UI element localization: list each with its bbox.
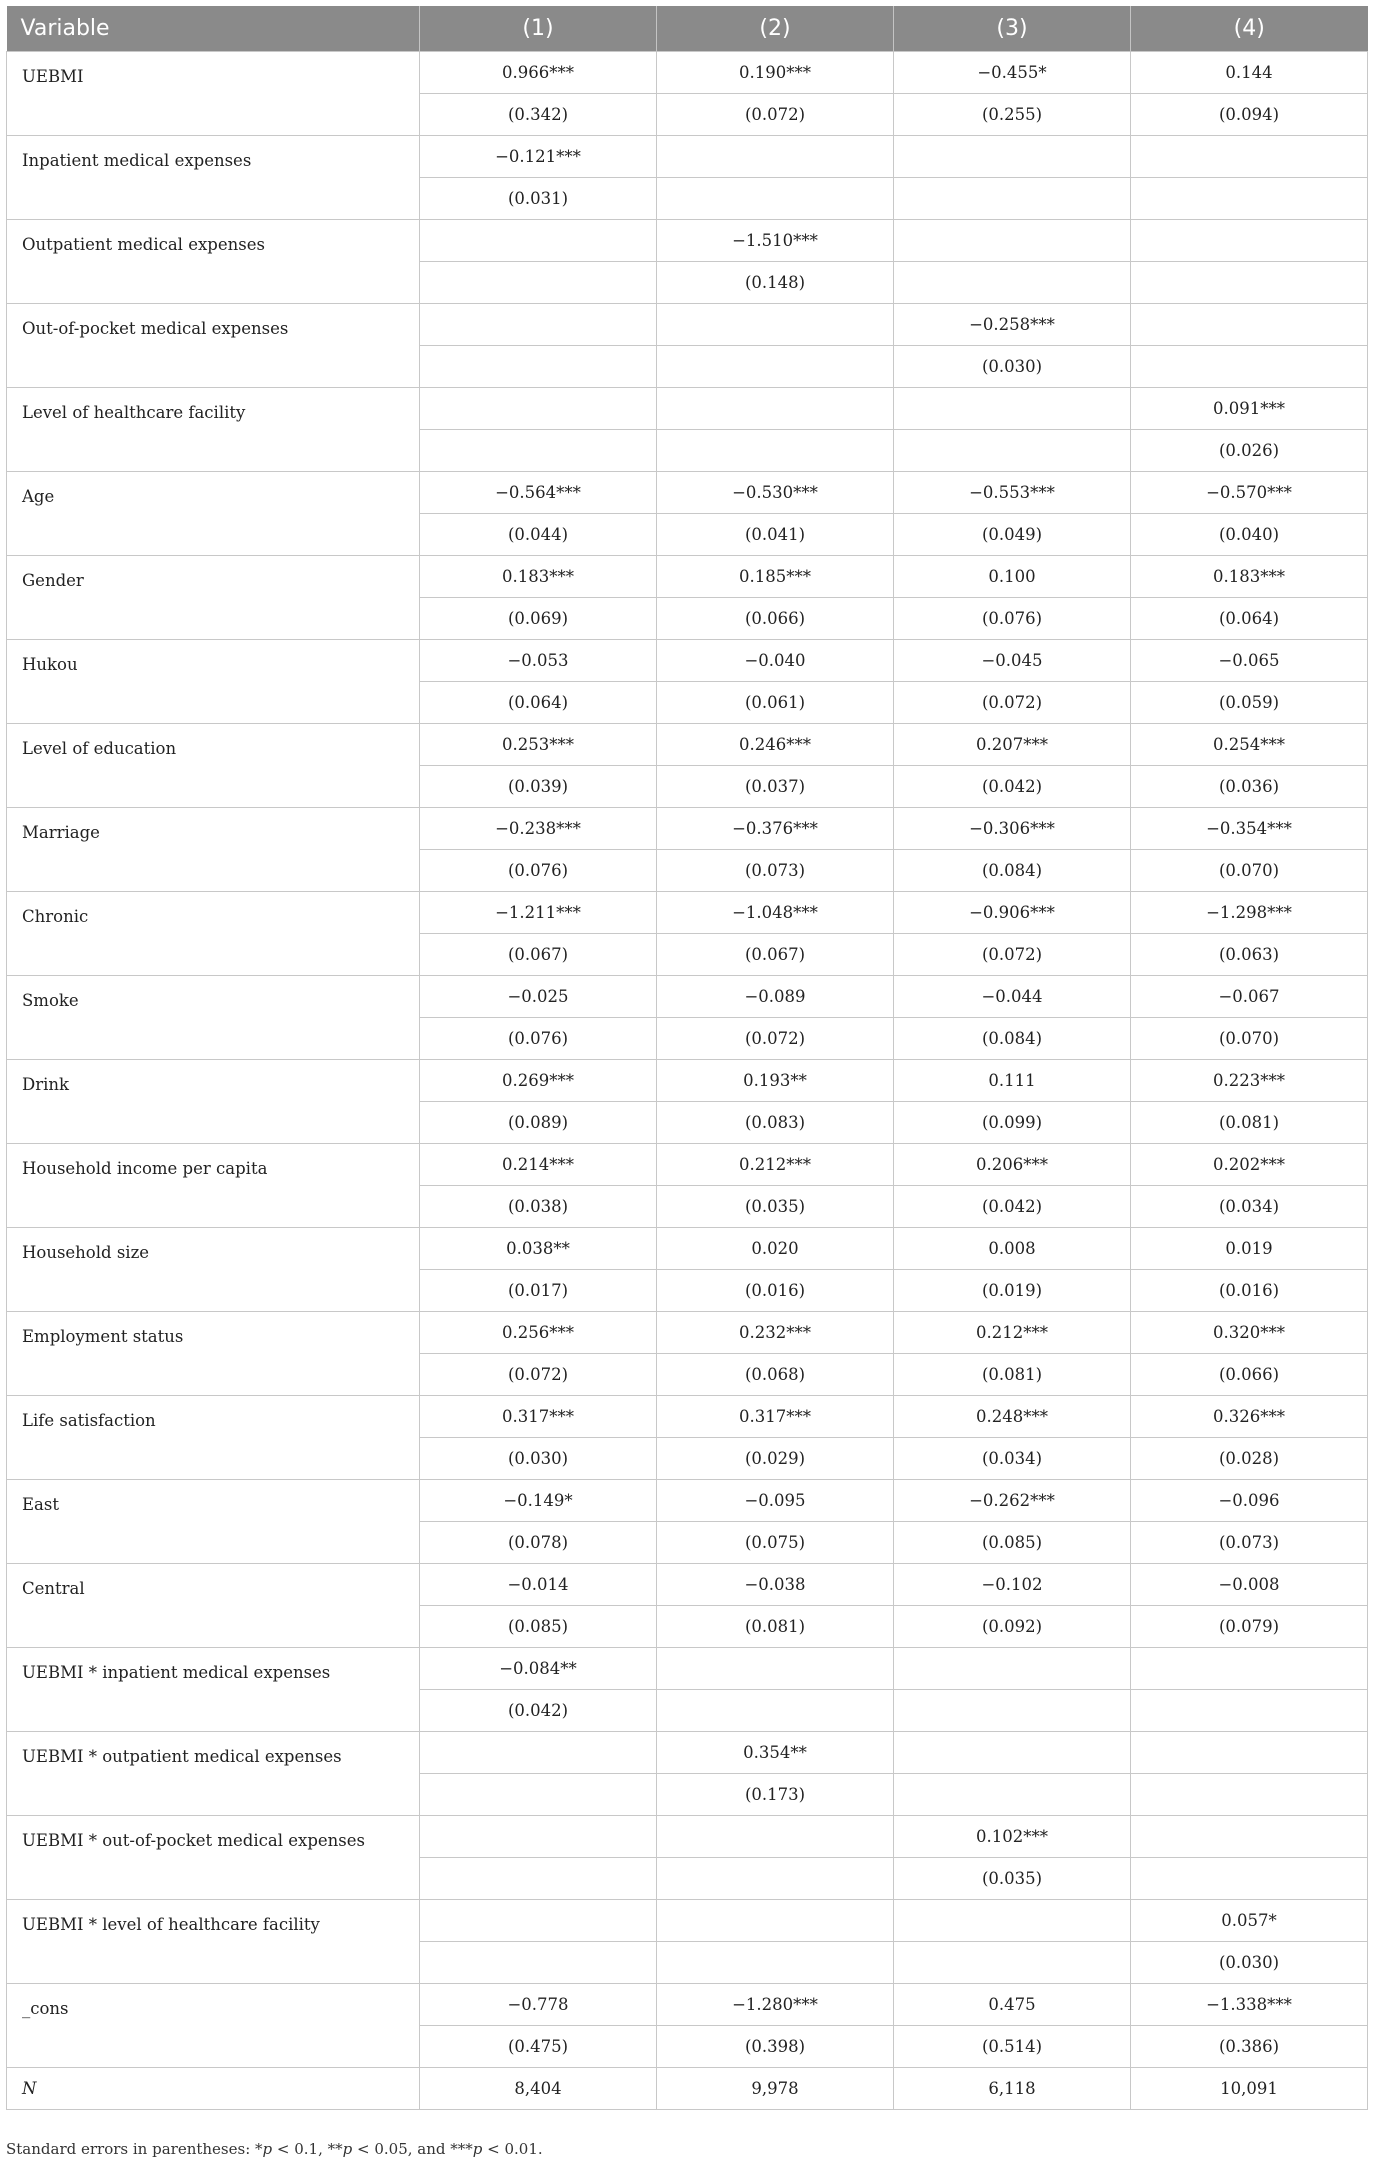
coefficient-cell: 0.354**	[657, 1732, 894, 1774]
variable-label: Gender	[7, 556, 420, 640]
variable-label: Smoke	[7, 976, 420, 1060]
coefficient-cell: −0.025	[420, 976, 657, 1018]
coefficient-cell: −0.089	[657, 976, 894, 1018]
standard-error-cell: (0.078)	[420, 1522, 657, 1564]
standard-error-cell: (0.042)	[894, 1186, 1131, 1228]
standard-error-cell	[1131, 178, 1368, 220]
standard-error-cell: (0.514)	[894, 2026, 1131, 2068]
coefficient-cell: 0.212***	[657, 1144, 894, 1186]
variable-label: Outpatient medical expenses	[7, 220, 420, 304]
table-row-coef	[7, 1144, 1368, 1186]
variable-label: UEBMI	[7, 52, 420, 136]
standard-error-cell: (0.342)	[420, 94, 657, 136]
coefficient-cell: −0.306***	[894, 808, 1131, 850]
coefficient-cell: 0.246***	[657, 724, 894, 766]
header-model-3: (3)	[894, 6, 1131, 52]
coefficient-cell: 0.317***	[657, 1396, 894, 1438]
standard-error-cell: (0.083)	[657, 1102, 894, 1144]
coefficient-cell: −0.570***	[1131, 472, 1368, 514]
standard-error-cell: (0.040)	[1131, 514, 1368, 556]
coefficient-cell: 0.190***	[657, 52, 894, 94]
standard-error-cell: (0.066)	[657, 598, 894, 640]
standard-error-cell: (0.148)	[657, 262, 894, 304]
standard-error-cell: (0.030)	[1131, 1942, 1368, 1984]
footnote-threshold-3: < 0.01.	[482, 2140, 543, 2158]
table-row-coef	[7, 1648, 1368, 1690]
coefficient-cell: −0.065	[1131, 640, 1368, 682]
coefficient-cell: 0.212***	[894, 1312, 1131, 1354]
table-row-coef	[7, 472, 1368, 514]
coefficient-cell: −1.298***	[1131, 892, 1368, 934]
coefficient-cell: −0.530***	[657, 472, 894, 514]
coefficient-cell: 0.320***	[1131, 1312, 1368, 1354]
observations-cell: 10,091	[1131, 2068, 1368, 2110]
footnote-stars-3: ***	[450, 2140, 473, 2158]
regression-table-container	[6, 6, 1368, 2110]
coefficient-cell	[1131, 1816, 1368, 1858]
coefficient-cell: −0.014	[420, 1564, 657, 1606]
standard-error-cell	[1131, 1690, 1368, 1732]
coefficient-cell: −1.280***	[657, 1984, 894, 2026]
standard-error-cell: (0.255)	[894, 94, 1131, 136]
coefficient-cell: −1.510***	[657, 220, 894, 262]
footnote-p-symbol: p	[472, 2140, 483, 2158]
coefficient-cell: −0.044	[894, 976, 1131, 1018]
standard-error-cell: (0.076)	[894, 598, 1131, 640]
observations-cell: 9,978	[657, 2068, 894, 2110]
coefficient-cell: −0.262***	[894, 1480, 1131, 1522]
coefficient-cell: 0.008	[894, 1228, 1131, 1270]
coefficient-cell: −0.045	[894, 640, 1131, 682]
standard-error-cell: (0.099)	[894, 1102, 1131, 1144]
coefficient-cell	[894, 220, 1131, 262]
coefficient-cell: 0.966***	[420, 52, 657, 94]
standard-error-cell	[657, 178, 894, 220]
table-row-coef	[7, 640, 1368, 682]
coefficient-cell: −0.040	[657, 640, 894, 682]
coefficient-cell: 0.202***	[1131, 1144, 1368, 1186]
variable-label: Household size	[7, 1228, 420, 1312]
header-row	[7, 6, 1368, 52]
table-footnote	[6, 2140, 543, 2158]
coefficient-cell: −0.102	[894, 1564, 1131, 1606]
standard-error-cell	[894, 1774, 1131, 1816]
coefficient-cell: −0.455*	[894, 52, 1131, 94]
observations-cell: 6,118	[894, 2068, 1131, 2110]
standard-error-cell: (0.026)	[1131, 430, 1368, 472]
coefficient-cell	[657, 1816, 894, 1858]
table-row-coef	[7, 1228, 1368, 1270]
variable-label: Level of education	[7, 724, 420, 808]
observations-cell: 8,404	[420, 2068, 657, 2110]
coefficient-cell: 0.206***	[894, 1144, 1131, 1186]
standard-error-cell: (0.039)	[420, 766, 657, 808]
footnote-p-symbol: p	[262, 2140, 273, 2158]
variable-label: UEBMI * level of healthcare facility	[7, 1900, 420, 1984]
standard-error-cell: (0.068)	[657, 1354, 894, 1396]
footnote-p-symbol: p	[342, 2140, 353, 2158]
footnote-stars-2: **	[327, 2140, 343, 2158]
table-row-coef	[7, 1816, 1368, 1858]
table-header	[7, 6, 1368, 52]
coefficient-cell: 0.183***	[420, 556, 657, 598]
standard-error-cell: (0.475)	[420, 2026, 657, 2068]
standard-error-cell: (0.029)	[657, 1438, 894, 1480]
coefficient-cell: −1.048***	[657, 892, 894, 934]
coefficient-cell: 0.248***	[894, 1396, 1131, 1438]
table-row-coef	[7, 304, 1368, 346]
standard-error-cell: (0.398)	[657, 2026, 894, 2068]
table-row-coef	[7, 556, 1368, 598]
table-row-coef	[7, 220, 1368, 262]
coefficient-cell: −0.149*	[420, 1480, 657, 1522]
coefficient-cell: −0.038	[657, 1564, 894, 1606]
standard-error-cell	[894, 262, 1131, 304]
variable-label: UEBMI * inpatient medical expenses	[7, 1648, 420, 1732]
standard-error-cell	[1131, 1774, 1368, 1816]
standard-error-cell: (0.028)	[1131, 1438, 1368, 1480]
standard-error-cell: (0.016)	[657, 1270, 894, 1312]
standard-error-cell	[894, 1690, 1131, 1732]
standard-error-cell: (0.041)	[657, 514, 894, 556]
coefficient-cell: −0.376***	[657, 808, 894, 850]
variable-label: Life satisfaction	[7, 1396, 420, 1480]
standard-error-cell: (0.066)	[1131, 1354, 1368, 1396]
coefficient-cell	[420, 388, 657, 430]
variable-label: UEBMI * out-of-pocket medical expenses	[7, 1816, 420, 1900]
coefficient-cell	[420, 304, 657, 346]
table-row-coef	[7, 808, 1368, 850]
variable-label: Chronic	[7, 892, 420, 976]
table-row-coef	[7, 388, 1368, 430]
table-row-coef	[7, 52, 1368, 94]
header-model-1: (1)	[420, 6, 657, 52]
variable-label: Household income per capita	[7, 1144, 420, 1228]
coefficient-cell: 0.223***	[1131, 1060, 1368, 1102]
standard-error-cell	[1131, 262, 1368, 304]
variable-label: Hukou	[7, 640, 420, 724]
coefficient-cell: −0.121***	[420, 136, 657, 178]
standard-error-cell	[420, 1858, 657, 1900]
table-row-coef	[7, 892, 1368, 934]
footnote-threshold-2: < 0.05, and	[352, 2140, 451, 2158]
coefficient-cell: −0.096	[1131, 1480, 1368, 1522]
coefficient-cell: 0.326***	[1131, 1396, 1368, 1438]
standard-error-cell: (0.016)	[1131, 1270, 1368, 1312]
coefficient-cell	[420, 1732, 657, 1774]
coefficient-cell: 0.019	[1131, 1228, 1368, 1270]
standard-error-cell: (0.042)	[894, 766, 1131, 808]
standard-error-cell: (0.038)	[420, 1186, 657, 1228]
variable-label: Age	[7, 472, 420, 556]
standard-error-cell: (0.173)	[657, 1774, 894, 1816]
footnote-prefix: Standard errors in parentheses:	[6, 2140, 256, 2158]
table-row-coef	[7, 1060, 1368, 1102]
coefficient-cell	[894, 136, 1131, 178]
coefficient-cell: 0.214***	[420, 1144, 657, 1186]
standard-error-cell: (0.076)	[420, 850, 657, 892]
coefficient-cell: −1.338***	[1131, 1984, 1368, 2026]
standard-error-cell: (0.085)	[420, 1606, 657, 1648]
coefficient-cell: 0.185***	[657, 556, 894, 598]
standard-error-cell: (0.085)	[894, 1522, 1131, 1564]
standard-error-cell: (0.034)	[1131, 1186, 1368, 1228]
table-row-coef	[7, 1984, 1368, 2026]
standard-error-cell: (0.092)	[894, 1606, 1131, 1648]
coefficient-cell: 0.144	[1131, 52, 1368, 94]
standard-error-cell	[657, 430, 894, 472]
standard-error-cell	[657, 346, 894, 388]
table-row-coef	[7, 1480, 1368, 1522]
standard-error-cell	[1131, 346, 1368, 388]
table-row-coef	[7, 1312, 1368, 1354]
coefficient-cell	[420, 220, 657, 262]
coefficient-cell	[1131, 304, 1368, 346]
coefficient-cell	[894, 1732, 1131, 1774]
coefficient-cell	[657, 1648, 894, 1690]
standard-error-cell	[420, 262, 657, 304]
variable-label: Marriage	[7, 808, 420, 892]
table-row-coef	[7, 1732, 1368, 1774]
standard-error-cell: (0.081)	[894, 1354, 1131, 1396]
coefficient-cell	[420, 1900, 657, 1942]
coefficient-cell	[657, 304, 894, 346]
coefficient-cell: 0.232***	[657, 1312, 894, 1354]
coefficient-cell	[894, 388, 1131, 430]
standard-error-cell	[420, 1942, 657, 1984]
coefficient-cell: 0.269***	[420, 1060, 657, 1102]
coefficient-cell	[894, 1648, 1131, 1690]
coefficient-cell: −0.067	[1131, 976, 1368, 1018]
standard-error-cell: (0.063)	[1131, 934, 1368, 976]
standard-error-cell: (0.031)	[420, 178, 657, 220]
coefficient-cell: 0.057*	[1131, 1900, 1368, 1942]
standard-error-cell: (0.030)	[420, 1438, 657, 1480]
coefficient-cell: 0.100	[894, 556, 1131, 598]
standard-error-cell: (0.089)	[420, 1102, 657, 1144]
coefficient-cell: −0.553***	[894, 472, 1131, 514]
coefficient-cell: −0.354***	[1131, 808, 1368, 850]
header-model-2: (2)	[657, 6, 894, 52]
coefficient-cell: −0.095	[657, 1480, 894, 1522]
coefficient-cell: −0.906***	[894, 892, 1131, 934]
coefficient-cell: −0.238***	[420, 808, 657, 850]
standard-error-cell: (0.075)	[657, 1522, 894, 1564]
table-row-coef	[7, 724, 1368, 766]
coefficient-cell: 0.183***	[1131, 556, 1368, 598]
standard-error-cell: (0.386)	[1131, 2026, 1368, 2068]
standard-error-cell: (0.035)	[657, 1186, 894, 1228]
standard-error-cell	[420, 430, 657, 472]
standard-error-cell: (0.070)	[1131, 850, 1368, 892]
standard-error-cell: (0.072)	[894, 934, 1131, 976]
standard-error-cell	[1131, 1858, 1368, 1900]
standard-error-cell: (0.035)	[894, 1858, 1131, 1900]
standard-error-cell: (0.070)	[1131, 1018, 1368, 1060]
table-row-coef	[7, 1900, 1368, 1942]
standard-error-cell: (0.037)	[657, 766, 894, 808]
table-row-coef	[7, 136, 1368, 178]
coefficient-cell: 0.317***	[420, 1396, 657, 1438]
observations-row	[7, 2068, 1368, 2110]
standard-error-cell: (0.084)	[894, 1018, 1131, 1060]
standard-error-cell: (0.042)	[420, 1690, 657, 1732]
standard-error-cell: (0.064)	[1131, 598, 1368, 640]
standard-error-cell: (0.076)	[420, 1018, 657, 1060]
coefficient-cell	[1131, 136, 1368, 178]
variable-label: Level of healthcare facility	[7, 388, 420, 472]
coefficient-cell: 0.038**	[420, 1228, 657, 1270]
coefficient-cell: 0.253***	[420, 724, 657, 766]
coefficient-cell: 0.020	[657, 1228, 894, 1270]
coefficient-cell	[1131, 220, 1368, 262]
coefficient-cell: −0.778	[420, 1984, 657, 2026]
coefficient-cell: −0.084**	[420, 1648, 657, 1690]
standard-error-cell: (0.044)	[420, 514, 657, 556]
coefficient-cell: 0.207***	[894, 724, 1131, 766]
standard-error-cell	[894, 178, 1131, 220]
variable-label: Central	[7, 1564, 420, 1648]
standard-error-cell: (0.067)	[420, 934, 657, 976]
variable-label: Inpatient medical expenses	[7, 136, 420, 220]
variable-label: Drink	[7, 1060, 420, 1144]
standard-error-cell: (0.049)	[894, 514, 1131, 556]
standard-error-cell: (0.017)	[420, 1270, 657, 1312]
standard-error-cell: (0.064)	[420, 682, 657, 724]
standard-error-cell	[894, 1942, 1131, 1984]
coefficient-cell: −0.008	[1131, 1564, 1368, 1606]
standard-error-cell	[420, 346, 657, 388]
standard-error-cell: (0.084)	[894, 850, 1131, 892]
header-model-4: (4)	[1131, 6, 1368, 52]
coefficient-cell	[1131, 1648, 1368, 1690]
variable-label: UEBMI * outpatient medical expenses	[7, 1732, 420, 1816]
coefficient-cell	[420, 1816, 657, 1858]
coefficient-cell: 0.254***	[1131, 724, 1368, 766]
standard-error-cell: (0.067)	[657, 934, 894, 976]
standard-error-cell: (0.019)	[894, 1270, 1131, 1312]
standard-error-cell	[657, 1942, 894, 1984]
coefficient-cell	[894, 1900, 1131, 1942]
coefficient-cell: −0.258***	[894, 304, 1131, 346]
standard-error-cell: (0.059)	[1131, 682, 1368, 724]
observations-label: N	[7, 2068, 420, 2110]
standard-error-cell: (0.072)	[657, 94, 894, 136]
standard-error-cell: (0.036)	[1131, 766, 1368, 808]
standard-error-cell	[894, 430, 1131, 472]
standard-error-cell: (0.034)	[894, 1438, 1131, 1480]
coefficient-cell	[657, 388, 894, 430]
standard-error-cell: (0.072)	[420, 1354, 657, 1396]
coefficient-cell	[657, 136, 894, 178]
footnote-threshold-1: < 0.1,	[272, 2140, 328, 2158]
table-body	[7, 52, 1368, 2110]
variable-label: _cons	[7, 1984, 420, 2068]
regression-table	[6, 6, 1368, 2110]
standard-error-cell: (0.073)	[1131, 1522, 1368, 1564]
coefficient-cell: −1.211***	[420, 892, 657, 934]
standard-error-cell: (0.073)	[657, 850, 894, 892]
coefficient-cell	[1131, 1732, 1368, 1774]
variable-label: Employment status	[7, 1312, 420, 1396]
coefficient-cell: 0.475	[894, 1984, 1131, 2026]
header-variable: Variable	[7, 6, 420, 52]
standard-error-cell: (0.094)	[1131, 94, 1368, 136]
coefficient-cell: 0.102***	[894, 1816, 1131, 1858]
coefficient-cell: 0.193**	[657, 1060, 894, 1102]
coefficient-cell: −0.564***	[420, 472, 657, 514]
coefficient-cell: −0.053	[420, 640, 657, 682]
table-row-coef	[7, 1564, 1368, 1606]
variable-label: East	[7, 1480, 420, 1564]
standard-error-cell: (0.081)	[1131, 1102, 1368, 1144]
coefficient-cell	[657, 1900, 894, 1942]
standard-error-cell: (0.072)	[657, 1018, 894, 1060]
standard-error-cell	[657, 1858, 894, 1900]
standard-error-cell: (0.069)	[420, 598, 657, 640]
coefficient-cell: 0.091***	[1131, 388, 1368, 430]
footnote-stars-1: *	[255, 2140, 263, 2158]
standard-error-cell: (0.079)	[1131, 1606, 1368, 1648]
coefficient-cell: 0.256***	[420, 1312, 657, 1354]
standard-error-cell	[657, 1690, 894, 1732]
standard-error-cell	[420, 1774, 657, 1816]
standard-error-cell: (0.081)	[657, 1606, 894, 1648]
table-row-coef	[7, 1396, 1368, 1438]
standard-error-cell: (0.061)	[657, 682, 894, 724]
table-row-coef	[7, 976, 1368, 1018]
variable-label: Out-of-pocket medical expenses	[7, 304, 420, 388]
standard-error-cell: (0.072)	[894, 682, 1131, 724]
standard-error-cell: (0.030)	[894, 346, 1131, 388]
coefficient-cell: 0.111	[894, 1060, 1131, 1102]
